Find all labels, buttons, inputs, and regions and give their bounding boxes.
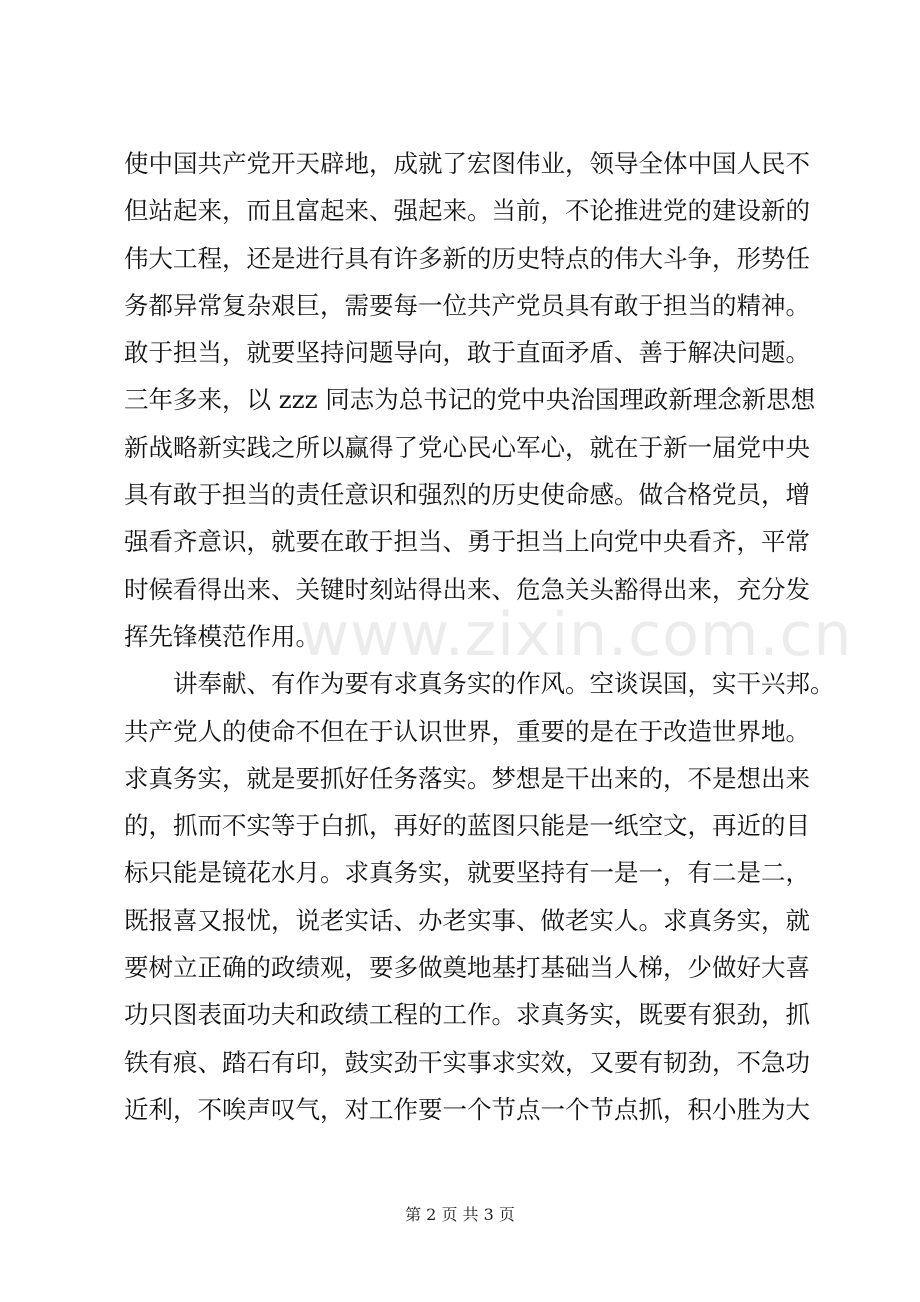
page-footer: 第 2 页 共 3 页 xyxy=(405,1205,515,1224)
text-line: 标只能是镜花水月。求真务实，就要坚持有一是一，有二是二， xyxy=(124,858,810,888)
text-line: 但站起来，而且富起来、强起来。当前，不论推进党的建设新的 xyxy=(124,196,810,226)
text-line: 近利，不唉声叹气，对工作要一个节点一个节点抓，积小胜为大 xyxy=(124,1094,810,1124)
text-line: 的，抓而不实等于白抓，再好的蓝图只能是一纸空文，再近的目 xyxy=(124,811,810,841)
watermark-text: www.zixin.com.cn xyxy=(300,600,853,670)
document-body xyxy=(124,140,835,1133)
text-line: 使中国共产党开天辟地，成就了宏图伟业，领导全体中国人民不 xyxy=(124,149,810,178)
text-line: 铁有痕、踏石有印，鼓实劲干实事求实效，又要有韧劲，不急功 xyxy=(124,1047,810,1077)
text-line: 功只图表面功夫和政绩工程的工作。求真务实，既要有狠劲，抓 xyxy=(124,1000,810,1030)
text-line: 务都异常复杂艰巨，需要每一位共产党员具有敢于担当的精神。 xyxy=(124,290,810,320)
text-line: 新战略新实践之所以赢得了党心民心军心，就在于新一届党中央 xyxy=(124,432,810,462)
text-line: 求真务实，就是要抓好任务落实。梦想是干出来的，不是想出来 xyxy=(124,763,810,793)
text-line: 挥先锋模范作用。 xyxy=(124,621,320,651)
paragraph xyxy=(124,140,816,660)
text-line: 时候看得出来、关键时刻站得出来、危急关头豁得出来，充分发 xyxy=(124,574,810,604)
text-line: 三年多来，以 zzz 同志为总书记的党中央治国理政新理念新思想 xyxy=(124,385,816,415)
text-line: 共产党人的使命不但在于认识世界，重要的是在于改造世界地。 xyxy=(124,716,810,746)
text-line: 具有敢于担当的责任意识和强烈的历史使命感。做合格党员，增 xyxy=(124,480,810,510)
text-line: 讲奉献、有作为要有求真务实的作风。空谈误国，实干兴邦。 xyxy=(173,669,835,699)
text-line: 既报喜又报忧，说老实话、办老实事、做老实人。求真务实，就 xyxy=(124,905,810,935)
text-line: 要树立正确的政绩观，要多做奠地基打基础当人梯，少做好大喜 xyxy=(124,953,810,983)
paragraph xyxy=(124,660,835,1133)
text-line: 伟大工程，还是进行具有许多新的历史特点的伟大斗争，形势任 xyxy=(124,243,810,273)
text-line: 强看齐意识，就要在敢于担当、勇于担当上向党中央看齐，平常 xyxy=(124,527,810,557)
text-line: 敢于担当，就要坚持问题导向，敢于直面矛盾、善于解决问题。 xyxy=(124,338,810,368)
